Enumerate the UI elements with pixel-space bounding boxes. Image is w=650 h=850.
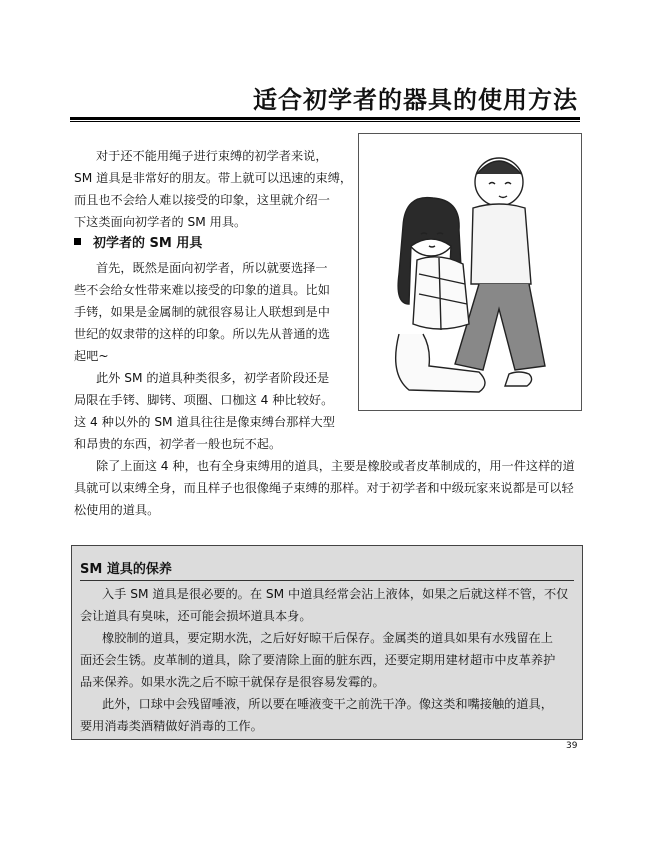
intro-line: 对于还不能用绳子进行束缚的初学者来说， [96,149,328,163]
box-title: SM 道具的保养 [80,562,172,577]
title-rule [70,117,580,120]
body-line: 此外 SM 的道具种类很多，初学者阶段还是 [96,371,330,385]
body-line: 具就可以束缚全身，而且样子也很像绳子束缚的那样。对于初学者和中级玩家来说都是可以轻 [74,481,574,495]
intro-line: SM 道具是非常好的朋友。带上就可以迅速的束缚， [74,171,353,185]
box-line: 入手 SM 道具是很必要的。在 SM 中道具经常会沾上液体，如果之后就这样不管，不仅 [102,587,569,601]
body-line: 手铐，如果是金属制的就很容易让人联想到是中 [74,305,330,319]
intro-line: 下这类面向初学者的 SM 用具。 [74,215,247,229]
page-title: 适合初学者的器具的使用方法 [253,86,578,114]
body-line: 松使用的道具。 [74,503,160,517]
section-heading [74,232,202,251]
box-rule [80,580,574,581]
section-heading-text: 初学者的 SM 用具 [93,236,203,251]
body-line: 除了上面这 4 种，也有全身束缚用的道具，主要是橡胶或者皮革制成的，用一件这样的道 [96,459,575,473]
box-line: 要用消毒类酒精做好消毒的工作。 [80,719,263,733]
box-line: 面还会生锈。皮革制的道具，除了要清除上面的脏东西，还要定期用建材超市中皮革养护 [80,653,556,667]
box-line: 会让道具有臭味，还可能会损坏道具本身。 [80,609,312,623]
illustration [358,133,582,411]
illustration-art [359,134,581,410]
body-line: 和昂贵的东西，初学者一般也玩不起。 [74,437,282,451]
box-line: 橡胶制的道具，要定期水洗，之后好好晾干后保存。金属类的道具如果有水残留在上 [102,631,553,645]
body-line: 这 4 种以外的 SM 道具往往是像束缚台那样大型 [74,415,335,429]
care-sidebar-box [71,545,583,740]
body-line: 局限在手铐、脚铐、项圈、口枷这 4 种比较好。 [74,393,334,407]
box-line: 品来保养。如果水洗之后不晾干就保存是很容易发霉的。 [80,675,385,689]
body-line: 首先，既然是面向初学者，所以就要选择一 [96,261,328,275]
intro-line: 而且也不会给人难以接受的印象，这里就介绍一 [74,193,330,207]
body-line: 世纪的奴隶带的这样的印象。所以先从普通的选 [74,327,330,341]
body-line: 些不会给女性带来难以接受的印象的道具。比如 [74,283,330,297]
box-line: 此外，口球中会残留唾液，所以要在唾液变干之前洗干净。像这类和嘴接触的道具， [102,697,553,711]
body-line: 起吧~ [74,349,109,363]
page-number: 39 [566,741,578,751]
title-rule-thin [70,121,580,122]
square-bullet-icon [74,238,81,245]
